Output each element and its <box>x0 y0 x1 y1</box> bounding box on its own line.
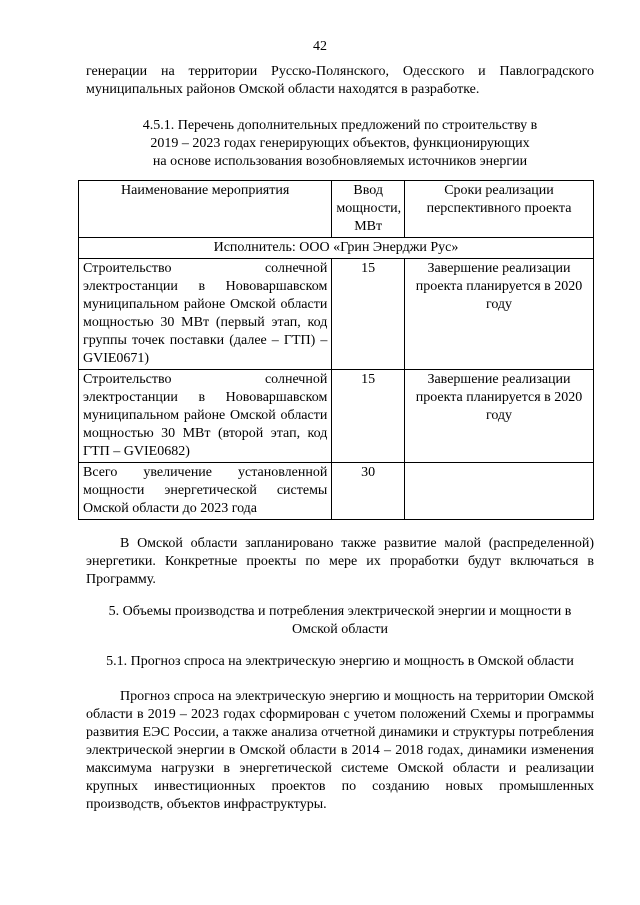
project-term: Завершение реализации проекта планируется в 2020 году <box>405 259 594 370</box>
header-term: Сроки реализации перспективного проекта <box>405 181 594 238</box>
executor-cell: Исполнитель: ООО «Грин Энерджи Рус» <box>79 238 594 259</box>
table-header-row <box>79 181 594 238</box>
project-name: Строительство солнечной электростанции в Нововаршавском муниципальном районе Омской области мощностью 30 МВт (первый этап, код группы точек поставки (далее – ГТП) – GVIE0671) <box>79 259 332 370</box>
forecast-paragraph: Прогноз спроса на электрическую энергию и мощность на территории Омской области в 2019 – 2023 годах сформирован с учетом положений Схемы и программы развития ЕЭС России, а также анализа отчетной динамики и структуры потребления электрической энергии в Омской области в 2014 – 2018 годах, динамики изменения максимума нагрузки в энергетической системе Омской области и реализации крупных инвестиционных проектов по созданию новых промышленных производств, объектов инфраструктуры. <box>86 689 594 812</box>
heading-line: на основе использования возобновляемых источников энергии <box>152 154 528 169</box>
heading-line: 2019 – 2023 годах генерирующих объектов, функционирующих <box>150 136 530 151</box>
project-name: Строительство солнечной электростанции в Нововаршавском муниципальном районе Омской области мощностью 30 МВт (второй этап, код ГТП – GVIE0682) <box>79 370 332 463</box>
total-name: Всего увеличение установленной мощности энергетической системы Омской области до 2023 года <box>79 463 332 520</box>
intro-paragraph: генерации на территории Русско-Полянского, Одесского и Павлоградского муниципальных районов Омской области находятся в разработке. <box>86 64 594 97</box>
project-capacity: 15 <box>332 370 405 463</box>
page-number: 42 <box>313 39 327 54</box>
small-energy-paragraph: В Омской области запланировано также развитие малой (распределенной) энергетики. Конкретные проекты по мере их проработки будут включаться в Программу. <box>86 536 594 587</box>
table-row <box>79 259 594 370</box>
section-5-1-heading: 5.1. Прогноз спроса на электрическую энергию и мощность в Омской области <box>106 654 574 669</box>
total-capacity: 30 <box>332 463 405 520</box>
project-term: Завершение реализации проекта планируется в 2020 году <box>405 370 594 463</box>
section-5-heading: 5. Объемы производства и потребления электрической энергии и мощности в Омской области <box>108 604 572 637</box>
header-name: Наименование мероприятия <box>79 181 332 238</box>
header-capacity: Ввод мощности, МВт <box>332 181 405 238</box>
heading-line: 4.5.1. Перечень дополнительных предложений по строительству в <box>142 118 538 133</box>
section-4-5-1-heading <box>86 117 594 171</box>
renewable-projects-table <box>78 180 594 520</box>
executor-row <box>79 238 594 259</box>
table-row <box>79 370 594 463</box>
project-capacity: 15 <box>332 259 405 370</box>
total-row <box>79 463 594 520</box>
total-term <box>405 463 594 520</box>
